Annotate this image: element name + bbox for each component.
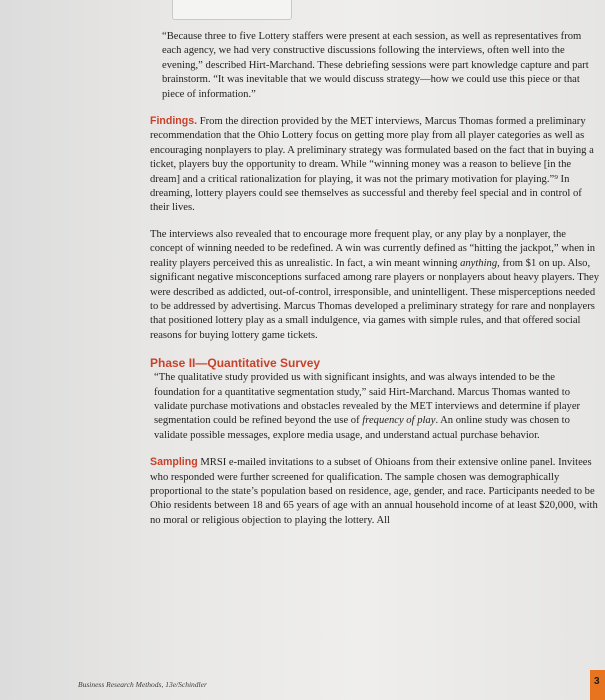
interviews-paragraph: [150, 228, 600, 343]
phase-two-emphasis: frequency of play: [362, 415, 436, 427]
sampling-heading: Sampling: [150, 456, 198, 469]
sampling-text: MRSI e-mailed invitations to a subset of Ohioans from their extensive online panel. Invitees who responded were further screened for qualification. The sample chosen was demographically proportional to the state’s population based on residence, age, gender, and race. Participants needed to be Ohio residents between 18 and 65 years of age with an annual household income of at least $20,000, with no moral or religious objection to playing the lottery. All: [150, 457, 598, 526]
page-footer: Business Research Methods, 13e/Schindler: [78, 680, 207, 689]
findings-heading: Findings.: [150, 115, 198, 128]
page-number: 3: [594, 676, 600, 687]
top-card-edge: [172, 0, 292, 20]
intro-quote-paragraph: “Because three to five Lottery staffers were present at each session, as well as representatives from each agency, we had very constructive discussions following the interviews, often well into the evening,” described Hirt-Marchand. These debriefing sessions were part knowledge capture and part brainstorm. “It was inevitable that we would discuss strategy—how we could use this piece or that piece of information.”: [162, 31, 589, 100]
phase-two-paragraph: [154, 371, 600, 443]
interviews-emphasis: anything: [460, 257, 498, 269]
interviews-text-1: The interviews also revealed that to encourage more frequent play, or any play by a nonplayer, the concept of winning needed to be redefined. A win was currently defined as “hitting the jackpot,” when in reality players perceived this as unrealistic. In fact, a win meant winning: [150, 228, 596, 269]
book-page: [150, 30, 600, 670]
findings-text: From the direction provided by the MET interviews, Marcus Thomas formed a preliminary recommendation that the Ohio Lottery focus on getting more play from all player categories as well as encouraging nonplayers to play. A preliminary strategy was formulated based on the fact that in buying a ticket, players buy the opportunity to dream. While “winning money was a reason to believe [in the dream] and a critical rationalization for playing, it was not the primary motivation for playing.”⁹ In dreaming, lottery players could see themselves as successful and thereby feel special and in control of their lives.: [150, 116, 594, 214]
findings-paragraph: [150, 114, 600, 216]
phase-two-heading: Phase II—Quantitative Survey: [150, 356, 321, 371]
interviews-text-2: , from $1 on up. Also, significant negative misconceptions surfaced among rare players or nonplayers about heavy players. They were described as addicted, out-of-control, irresponsible, and unintelligent. These misperceptions needed to be addressed by advertising. Marcus Thomas developed a preliminary strategy for rare and nonplayers that positioned lottery play as a small indulgence, via games with simple rules, and that offered social reasons for buying lottery game tickets.: [150, 257, 600, 341]
sampling-paragraph: [150, 455, 600, 528]
phase-two-text-1: “The qualitative study provided us with significant insights, and was always intended to be the foundation for a quantitative segmentation study,” said Hirt-Marchand. Marcus Thomas wanted to validate purchase motivations and obstacles revealed by the MET interviews and determine if player segmentation could be refined beyond the use of: [154, 372, 581, 427]
phase-two-text-2: . An online study was chosen to validate possible messages, explore media usage, and understand actual purchase behavior.: [154, 415, 570, 441]
